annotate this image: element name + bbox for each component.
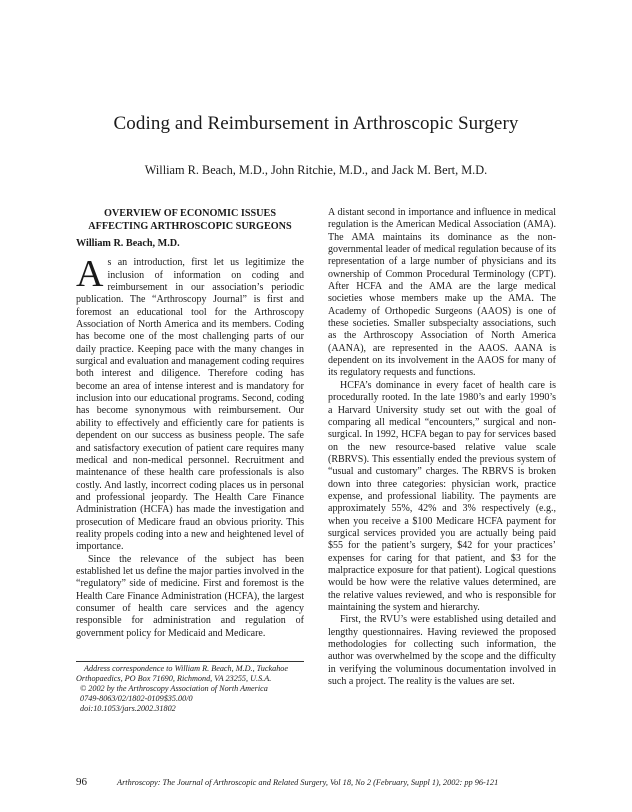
article-title: Coding and Reimbursement in Arthroscopic Surgery <box>113 113 519 134</box>
left-paragraph-1-text: s an introduction, first let us legitimize the inclusion of information on coding and reimbursement in our association’s periodic publication. The “Arthroscopy Journal” is first and foremost an educational tool for the Arthroscopy Association of North America and its members. Coding has become one of the most challenging parts of our daily practice. Keeping pace with the many changes in surgical and evaluation and management coding requires both interest and diligence. Therefore coding has become an area of intense interest and is mandatory for inclusion into our educational programs. Second, coding has become synonymous with reimbursement. Our ability to effectively and efficiently care for patients is dependent on our success as business people. The safe and satisfactory execution of patient care requires many medical and non-medical personnel. Recruitment and maintenance of these health care professionals is also costly. And lastly, incorrect coding places us in personal and professional jeopardy. The Health Care Finance Administration (HCFA) has made the investigation and prosecution of Medicare fraud an obvious priority. This reality propels coding into a new and heightened level of importance. <box>76 257 304 553</box>
right-paragraph-2: HCFA’s dominance in every facet of health care is procedurally rooted. In the late 1980’s and early 1990’s a Harvard University study set out with the goal of comparing all medical “encounters,” surgical and non-surgical. In 1992, HCFA began to pay for services based on the new resource-based relative value scale (RBRVS). This essentially ended the previous system of “usual and customary” charges. The RBRVS is broken down into three categories: physician work, practice expense, and professional liability. The payments are approximately 55%, 42% and 3% respectively (e.g., when you receive a $100 Medicare HCFA payment for surgical services provided you are actually being paid $55 for the patient’s surgery, $42 for your practices’ expenses for caring for that patient, and $3 for the malpractice exposure for that patient). Logical questions would be how were the relative values determined, are the relative values reviewed, and who is responsible for maintaining the system and hierarchy. <box>328 379 556 613</box>
footnote-divider <box>76 661 304 662</box>
left-paragraph-1 <box>76 253 304 553</box>
right-paragraph-1: A distant second in importance and influence in medical regulation is the American Medical Association (AMA). The AMA maintains its dominance as the non-governmental leader of medical regulation because of its representation of a large number of physicians and its ownership of Common Procedural Terminology (CPT). After HCFA and the AMA are the large medical societies whose members make up the AMA. The Academy of Orthopedic Surgeons (AAOS) is one of these societies. Smaller subspecialty associations, such as the Arthroscopy Association of North America (AANA), are represented in the AAOS. AANA is dependent on its involvement in the AAOS for many of its regulatory requests and functions. <box>328 207 556 379</box>
footnote-issn: 0749-8063/02/1802-0109$35.00/0 <box>80 694 193 703</box>
journal-citation: Arthroscopy: The Journal of Arthroscopic and Related Surgery, Vol 18, No 2 (February, Suppl 1), 2002: pp 96-121 <box>117 778 499 787</box>
footnote-address: Address correspondence to William R. Beach, M.D., Tuckahoe Orthopaedics, PO Box 71690, Richmond, VA 23255, U.S.A. <box>76 664 289 683</box>
drop-cap: A <box>76 253 104 296</box>
left-column <box>76 207 304 640</box>
footnote-doi: doi:10.1053/jars.2002.31802 <box>80 704 176 713</box>
section-heading-line2: AFFECTING ARTHROSCOPIC SURGEONS <box>88 221 292 232</box>
section-heading <box>76 207 304 233</box>
section-author: William R. Beach, M.D. <box>76 238 180 249</box>
left-paragraph-2: Since the relevance of the subject has been established let us define the major parties involved in the “regulatory” side of medicine. First and foremost is the Health Care Finance Administration (HCFA), the largest consumer of health care services and the agency responsible for administration and regulation of government policy for Medicaid and Medicare. <box>76 553 304 639</box>
right-paragraph-3: First, the RVU’s were established using detailed and lengthy questionnaires. Having reviewed the proposed methodologies for collecting such information, the author was overwhelmed by the scope and the difficulty in verifying the voluminous documentation involved in such a project. The reality is the values are set. <box>328 614 556 688</box>
footnote <box>76 664 304 714</box>
footnote-copyright: © 2002 by the Arthroscopy Association of North America <box>80 684 268 693</box>
page-number: 96 <box>76 776 87 788</box>
right-column <box>328 207 556 688</box>
section-heading-line1: OVERVIEW OF ECONOMIC ISSUES <box>103 208 276 219</box>
article-authors: William R. Beach, M.D., John Ritchie, M.D., and Jack M. Bert, M.D. <box>144 163 488 177</box>
